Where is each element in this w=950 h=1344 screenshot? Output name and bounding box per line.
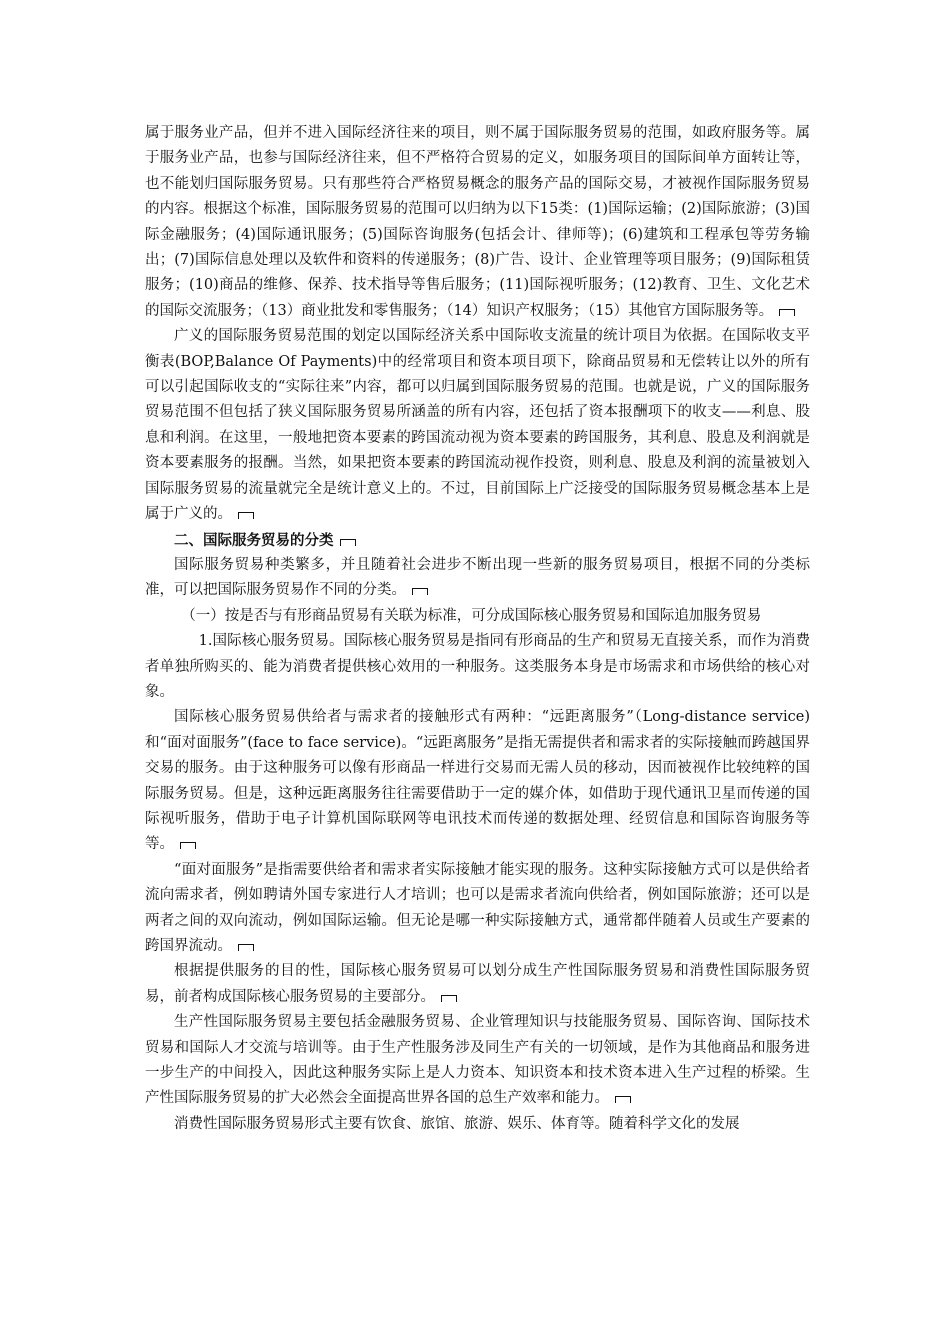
paragraph-text: “面对面服务”是指需要供给者和需求者实际接触才能实现的服务。这种实际接触方式可以是供给者流向需求者，例如聘请外国专家进行人才培训；也可以是需求者流向供给者，例如国际旅游；还可以是两者之间的双向流动，例如国际运输。但无论是哪一种实际接触方式，通常都伴随着人员或生产要素的跨国界流动。 bbox=[145, 861, 810, 954]
paragraph-productive bbox=[145, 1010, 810, 1112]
paragraph-scope-narrow bbox=[145, 121, 810, 324]
paragraph-mark-icon bbox=[412, 588, 428, 595]
paragraph-text: 1.国际核心服务贸易。国际核心服务贸易是指同有形商品的生产和贸易无直接关系，而作为消费者单独所购买的、能为消费者提供核心效用的一种服务。这类服务本身是市场需求和市场供给的核心对象。 bbox=[145, 633, 810, 700]
heading-text: 二、国际服务贸易的分类 bbox=[174, 531, 334, 549]
paragraph-mark-icon bbox=[340, 539, 356, 546]
paragraph-mark-icon bbox=[615, 1096, 631, 1103]
paragraph-face-to-face bbox=[145, 858, 810, 960]
document-body bbox=[145, 121, 810, 1137]
paragraph-text: 广义的国际服务贸易范围的划定以国际经济关系中国际收支流量的统计项目为依据。在国际收支平衡表(BOP,Balance Of Payments)中的经常项目和资本项目项下，除商品贸易和无偿转让以外的所有可以引起国际收支的“实际往来”内容，都可以归属到国际服务贸易的范围。也就是说，广义的国际服务贸易范围不但包括了狭义国际服务贸易所涵盖的所有内容，还包括了资本报酬项下的收支——利息、股息和利润。在这里，一般地把资本要素的跨国流动视为资本要素的跨国服务，其利息、股息及利润就是资本要素服务的报酬。当然，如果把资本要素的跨国流动视作投资，则利息、股息及利润的流量被划入国际服务贸易的流量就完全是统计意义上的。不过，目前国际上广泛接受的国际服务贸易概念基本上是属于广义的。 bbox=[145, 328, 810, 523]
paragraph-text: 根据提供服务的目的性，国际核心服务贸易可以划分成生产性国际服务贸易和消费性国际服务贸易，前者构成国际核心服务贸易的主要部分。 bbox=[145, 963, 810, 1005]
paragraph-core-service bbox=[145, 629, 810, 705]
section-heading bbox=[145, 528, 810, 553]
paragraph-consumer bbox=[145, 1112, 810, 1137]
subsection-heading bbox=[145, 604, 810, 629]
paragraph-text: 生产性国际服务贸易主要包括金融服务贸易、企业管理知识与技能服务贸易、国际咨询、国际技术贸易和国际人才交流与培训等。由于生产性服务涉及同生产有关的一切领域，是作为其他商品和服务进一步生产的中间投入，因此这种服务实际上是人力资本、知识资本和技术资本进入生产过程的桥梁。生产性国际服务贸易的扩大必然会全面提高世界各国的总生产效率和能力。 bbox=[145, 1014, 810, 1107]
paragraph-contact-forms bbox=[145, 705, 810, 857]
paragraph-text: 国际核心服务贸易供给者与需求者的接触形式有两种：“远距离服务”（Long-distance service)和“面对面服务”(face to face service)。“远距离服务”是指无需提供者和需求者的实际接触而跨越国界交易的服务。由于这种服务可以像有形商品一样进行交易而无需人员的移动，因而被视作比较纯粹的国际服务贸易。但是，这种远距离服务往往需要借助于一定的媒介体，如借助于现代通讯卫星而传递的国际视听服务，借助于电子计算机国际联网等电讯技术而传递的数据处理、经贸信息和国际咨询服务等等。 bbox=[145, 709, 810, 853]
paragraph-scope-broad bbox=[145, 324, 810, 527]
paragraph-classification-intro bbox=[145, 553, 810, 604]
subsection-text: （一）按是否与有形商品贸易有关联为标准，可分成国际核心服务贸易和国际追加服务贸易 bbox=[181, 607, 762, 624]
paragraph-text: 消费性国际服务贸易形式主要有饮食、旅馆、旅游、娱乐、体育等。随着科学文化的发展 bbox=[174, 1115, 740, 1132]
paragraph-mark-icon bbox=[238, 944, 254, 951]
paragraph-purpose bbox=[145, 959, 810, 1010]
paragraph-mark-icon bbox=[180, 842, 196, 849]
paragraph-mark-icon bbox=[779, 309, 795, 316]
paragraph-text: 属于服务业产品，但并不进入国际经济往来的项目，则不属于国际服务贸易的范围，如政府服务等。属于服务业产品，也参与国际经济往来，但不严格符合贸易的定义，如服务项目的国际间单方面转让等，也不能划归国际服务贸易。只有那些符合严格贸易概念的服务产品的国际交易，才被视作国际服务贸易的内容。根据这个标准，国际服务贸易的范围可以归纳为以下15类：(1)国际运输；(2)国际旅游；(3)国际金融服务；(4)国际通讯服务；(5)国际咨询服务(包括会计、律师等)；(6)建筑和工程承包等劳务输出；(7)国际信息处理以及软件和资料的传递服务；(8)广告、设计、企业管理等项目服务；(9)国际租赁服务；(10)商品的维修、保养、技术指导等售后服务；(11)国际视听服务；(12)教育、卫生、文化艺术的国际交流服务；（13）商业批发和零售服务；（14）知识产权服务；（15）其他官方国际服务等。 bbox=[145, 125, 810, 319]
paragraph-mark-icon bbox=[238, 512, 254, 519]
paragraph-mark-icon bbox=[441, 995, 457, 1002]
paragraph-text: 国际服务贸易种类繁多，并且随着社会进步不断出现一些新的服务贸易项目，根据不同的分类标准，可以把国际服务贸易作不同的分类。 bbox=[145, 556, 810, 599]
